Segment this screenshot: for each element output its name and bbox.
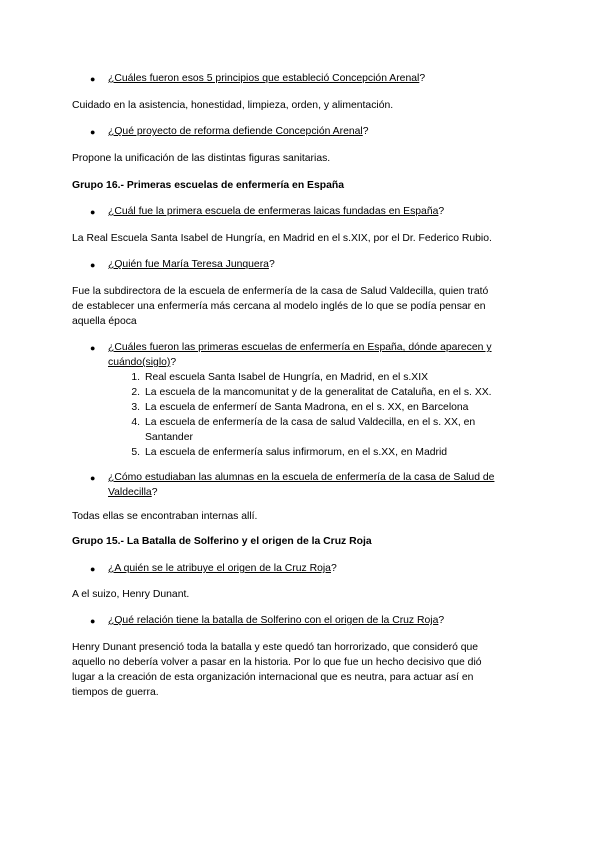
answer-2: Propone la unificación de las distintas figuras sanitarias. bbox=[72, 153, 331, 164]
answer-8-line-1: Henry Dunant presenció toda la batalla y este quedó tan horrorizado, que consideró que bbox=[72, 642, 479, 653]
list-number: 3. bbox=[131, 402, 140, 413]
list-item: Real escuela Santa Isabel de Hungría, en Madrid, en el s.XIX bbox=[145, 372, 429, 383]
list-number: 2. bbox=[131, 387, 140, 398]
question-mark: ? bbox=[151, 487, 158, 498]
answer-1: Cuidado en la asistencia, honestidad, limpieza, orden, y alimentación. bbox=[72, 100, 394, 111]
bullet: ● bbox=[90, 473, 96, 483]
question-5-text-1: ¿Cuáles fueron las primeras escuelas de enfermería en España, dónde aparecen y bbox=[108, 342, 492, 353]
list-number: 5. bbox=[131, 447, 140, 458]
question-mark: ? bbox=[170, 357, 177, 368]
bullet: ● bbox=[90, 127, 96, 137]
question-5-text-2: cuándo(siglo) bbox=[108, 357, 171, 368]
question-4 bbox=[108, 258, 528, 273]
question-8-text: ¿Qué relación tiene la batalla de Solferino con el origen de la Cruz Roja bbox=[108, 615, 439, 626]
question-7-text: ¿A quién se le atribuye el origen de la Cruz Roja bbox=[108, 563, 331, 574]
bullet: ● bbox=[90, 260, 96, 270]
question-2 bbox=[108, 125, 528, 140]
question-8 bbox=[108, 614, 528, 629]
question-3 bbox=[108, 205, 528, 220]
question-1-text: ¿Cuáles fueron esos 5 principios que estableció Concepción Arenal bbox=[108, 73, 420, 84]
question-mark: ? bbox=[438, 206, 445, 217]
answer-7: A el suizo, Henry Dunant. bbox=[72, 589, 190, 600]
answer-4-line-1: Fue la subdirectora de la escuela de enfermería de la casa de Salud Valdecilla, quien trató bbox=[72, 286, 489, 297]
question-mark: ? bbox=[419, 73, 426, 84]
list-item: La escuela de la mancomunitat y de la generalitat de Cataluña, en el s. XX. bbox=[145, 387, 492, 398]
question-1 bbox=[108, 72, 528, 87]
answer-3: La Real Escuela Santa Isabel de Hungría, en Madrid en el s.XIX, por el Dr. Federico Rubio. bbox=[72, 233, 492, 244]
question-mark: ? bbox=[330, 563, 337, 574]
list-number: 4. bbox=[131, 417, 140, 428]
answer-4-line-3: aquella época bbox=[72, 316, 137, 327]
question-3-text: ¿Cuál fue la primera escuela de enfermeras laicas fundadas en España bbox=[108, 206, 439, 217]
answer-6: Todas ellas se encontraban internas allí. bbox=[72, 511, 258, 522]
list-item: La escuela de enfermería salus infirmorum, en el s.XX, en Madrid bbox=[145, 447, 448, 458]
question-6-text-1: ¿Cómo estudiaban las alumnas en la escuela de enfermería de la casa de Salud de bbox=[108, 472, 495, 483]
section-heading-16: Grupo 16.- Primeras escuelas de enfermería en España bbox=[72, 180, 345, 191]
list-item: La escuela de enfermería de la casa de salud Valdecilla, en el s. XX, en bbox=[145, 417, 476, 428]
bullet: ● bbox=[90, 207, 96, 217]
question-4-text: ¿Quién fue María Teresa Junquera bbox=[108, 259, 269, 270]
question-5-line-1 bbox=[108, 341, 528, 356]
question-6-line-2 bbox=[108, 486, 528, 501]
question-mark: ? bbox=[268, 259, 275, 270]
question-6-line-1 bbox=[108, 471, 528, 486]
question-2-text: ¿Qué proyecto de reforma defiende Concepción Arenal bbox=[108, 126, 363, 137]
bullet: ● bbox=[90, 343, 96, 353]
answer-4-line-2: de establecer una enfermería más cercana al modelo inglés de lo que se podía pensar en bbox=[72, 301, 486, 312]
answer-8-line-2: aquello no debería volver a pasar en la historia. Por lo que fue un hecho decisivo que dió bbox=[72, 657, 482, 668]
answer-8-line-4: tiempos de guerra. bbox=[72, 687, 159, 698]
section-heading-15: Grupo 15.- La Batalla de Solferino y el origen de la Cruz Roja bbox=[72, 536, 372, 547]
question-mark: ? bbox=[438, 615, 445, 626]
question-6-text-2: Valdecilla bbox=[108, 487, 152, 498]
list-item: La escuela de enfermerí de Santa Madrona, en el s. XX, en Barcelona bbox=[145, 402, 469, 413]
bullet: ● bbox=[90, 564, 96, 574]
question-mark: ? bbox=[362, 126, 369, 137]
question-5-line-2 bbox=[108, 356, 528, 371]
bullet: ● bbox=[90, 74, 96, 84]
question-7 bbox=[108, 562, 528, 577]
list-number: 1. bbox=[131, 372, 140, 383]
answer-8-line-3: lugar a la creación de esta organización internacional que es neutra, para actuar así en bbox=[72, 672, 474, 683]
bullet: ● bbox=[90, 616, 96, 626]
list-item-continuation: Santander bbox=[145, 432, 193, 443]
